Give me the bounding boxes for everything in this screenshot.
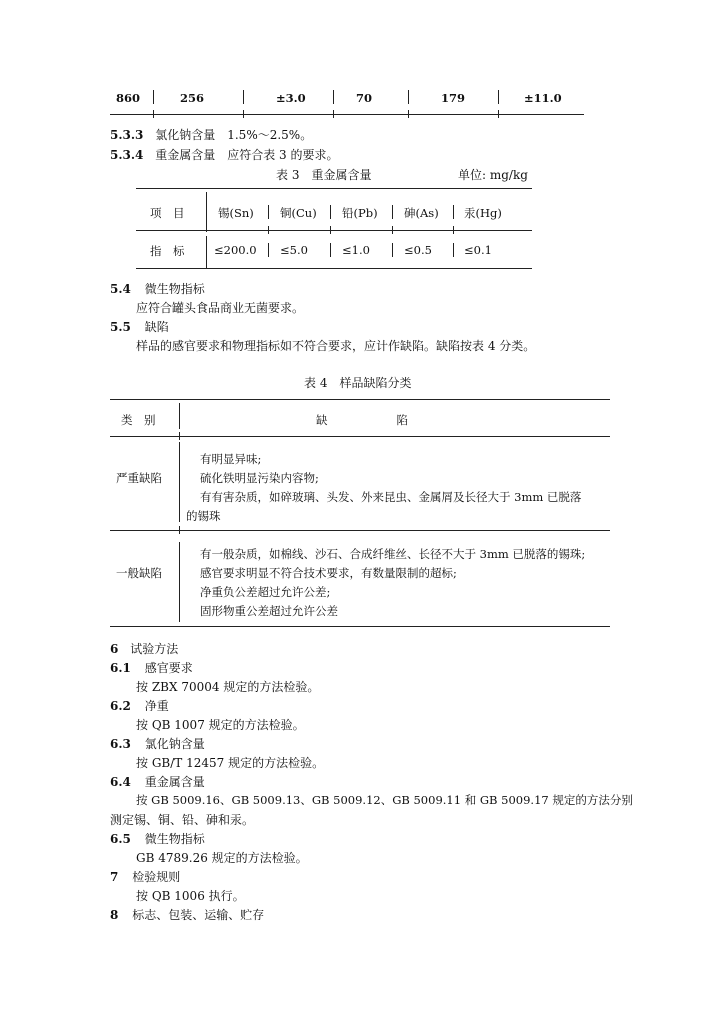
rule-tick xyxy=(179,432,180,440)
table-3-unit: 单位: mg/kg xyxy=(458,168,528,182)
clause-text: 重金属含量 应符合表 3 的要求。 xyxy=(155,148,339,162)
section-6-4-body-line-1: 按 GB 5009.16、GB 5009.13、GB 5009.12、GB 5009.11 和 GB 5009.17 规定的方法分别 xyxy=(136,793,633,807)
section-title: 净重 xyxy=(144,699,169,713)
general-defect-item: 有一般杂质，如棉线、沙石、合成纤维丝、长径不大于 3mm 已脱落的锡珠; xyxy=(200,547,586,561)
table-3-row-cell: ≤1.0 xyxy=(342,243,370,257)
table-3-col-divider xyxy=(330,205,331,219)
severe-defect-item: 硫化铁明显污染内容物; xyxy=(200,471,319,485)
table-4-header-rule xyxy=(110,436,610,437)
table-3-header-cell: 汞(Hg) xyxy=(464,206,502,220)
table-3-col-divider xyxy=(453,243,454,257)
clause-number: 5.3.3 xyxy=(110,128,144,142)
general-defect-item: 固形物重公差超过允许公差 xyxy=(200,604,338,618)
rule-tick xyxy=(153,110,154,118)
section-number: 6.2 xyxy=(110,699,131,713)
table-3-header-cell: 项 目 xyxy=(150,206,185,220)
section-8-heading xyxy=(110,906,264,923)
section-6-4-heading xyxy=(110,773,205,790)
table-4-col1-header: 类 别 xyxy=(121,413,156,427)
section-title: 检验规则 xyxy=(132,870,181,884)
section-6-2-body: 按 QB 1007 规定的方法检验。 xyxy=(136,718,305,732)
table-4-caption: 表 4 样品缺陷分类 xyxy=(304,376,412,390)
table-3-row-cell: ≤0.1 xyxy=(464,243,492,257)
table-3-header-cell: 铅(Pb) xyxy=(342,206,378,220)
section-number: 5.4 xyxy=(110,282,131,296)
top-cell-2: 256 xyxy=(180,91,205,105)
top-col-divider xyxy=(333,90,334,104)
section-title: 标志、包装、运输、贮存 xyxy=(132,908,265,922)
table-3-caption: 表 3 重金属含量 xyxy=(276,168,372,182)
severe-defect-item: 有有害杂质，如碎玻璃、头发、外来昆虫、金属屑及长径大于 3mm 已脱落 xyxy=(200,490,582,504)
table-3-header-cell: 铜(Cu) xyxy=(280,206,317,220)
section-title: 缺陷 xyxy=(144,320,169,334)
section-6-1-body: 按 ZBX 70004 规定的方法检验。 xyxy=(136,680,320,694)
table-3-row-cell: ≤0.5 xyxy=(404,243,432,257)
section-title: 氯化钠含量 xyxy=(144,737,205,751)
table-3-top-rule xyxy=(136,188,532,189)
table-3-bottom-rule xyxy=(136,268,532,269)
rule-tick xyxy=(333,110,334,118)
clause-5-3-3 xyxy=(110,126,312,143)
section-5-5-body: 样品的感官要求和物理指标如不符合要求，应计作缺陷。缺陷按表 4 分类。 xyxy=(136,339,536,353)
rule-tick xyxy=(453,226,454,234)
section-title: 微生物指标 xyxy=(144,832,205,846)
clause-5-3-4 xyxy=(110,146,339,163)
top-cell-6: ±11.0 xyxy=(524,91,562,105)
section-6-heading xyxy=(110,640,178,657)
section-7-heading xyxy=(110,868,180,885)
table-3-col-divider xyxy=(268,243,269,257)
top-col-divider xyxy=(153,90,154,104)
general-defect-item: 净重负公差超过允许公差; xyxy=(200,585,331,599)
table-3-col-divider xyxy=(330,243,331,257)
clause-number: 5.3.4 xyxy=(110,148,144,162)
section-5-4-body: 应符合罐头食品商业无菌要求。 xyxy=(136,301,305,315)
table-4-top-rule xyxy=(110,399,610,400)
table-3-mid-rule xyxy=(136,230,532,231)
section-title: 感官要求 xyxy=(144,661,193,675)
section-6-5-body: GB 4789.26 规定的方法检验。 xyxy=(136,851,308,865)
general-defect-label: 一般缺陷 xyxy=(116,566,162,580)
table-3-col-divider xyxy=(392,205,393,219)
table-3-col-divider xyxy=(392,243,393,257)
rule-tick xyxy=(498,110,499,118)
table-3-col-divider xyxy=(206,236,207,268)
section-number: 6.5 xyxy=(110,832,131,846)
section-6-2-heading xyxy=(110,697,169,714)
top-cell-5: 179 xyxy=(441,91,466,105)
section-number: 8 xyxy=(110,908,119,922)
section-title: 试验方法 xyxy=(130,642,179,656)
top-cell-1: 860 xyxy=(116,91,141,105)
top-cell-3: ±3.0 xyxy=(276,91,306,105)
rule-tick xyxy=(408,110,409,118)
section-number: 6.4 xyxy=(110,775,131,789)
table-3-row-cell: ≤5.0 xyxy=(280,243,308,257)
table-3-row-cell: 指 标 xyxy=(150,244,185,258)
section-number: 6.3 xyxy=(110,737,131,751)
section-6-3-heading xyxy=(110,735,205,752)
table-3-col-divider xyxy=(453,205,454,219)
section-title: 重金属含量 xyxy=(144,775,205,789)
rule-tick xyxy=(243,110,244,118)
section-number: 6.1 xyxy=(110,661,131,675)
clause-text: 氯化钠含量 1.5%～2.5%。 xyxy=(155,128,313,142)
section-6-5-heading xyxy=(110,830,205,847)
section-5-5-heading xyxy=(110,318,169,335)
table-4-col-divider xyxy=(179,403,180,429)
top-col-divider xyxy=(408,90,409,104)
section-number: 7 xyxy=(110,870,119,884)
rule-tick xyxy=(268,226,269,234)
section-6-1-heading xyxy=(110,659,193,676)
rule-tick xyxy=(392,226,393,234)
section-number: 5.5 xyxy=(110,320,131,334)
section-7-body: 按 QB 1006 执行。 xyxy=(136,889,245,903)
table-3-header-cell: 砷(As) xyxy=(404,206,439,220)
table-4-col-divider xyxy=(179,442,180,522)
table-4-bottom-rule xyxy=(110,626,610,627)
general-defect-item: 感官要求明显不符合技术要求，有数量限制的超标; xyxy=(200,566,457,580)
top-col-divider xyxy=(498,90,499,104)
section-5-4-heading xyxy=(110,280,205,297)
section-6-4-body-line-2: 测定锡、铜、铅、砷和汞。 xyxy=(110,813,255,827)
table-3-row-cell: ≤200.0 xyxy=(214,243,257,257)
rule-tick xyxy=(179,526,180,534)
rule-tick xyxy=(330,226,331,234)
table-4-col2-header: 缺 陷 xyxy=(316,413,408,427)
top-table-bottom-rule xyxy=(110,114,584,115)
top-col-divider xyxy=(243,90,244,104)
section-6-3-body: 按 GB/T 12457 规定的方法检验。 xyxy=(136,756,325,770)
severe-defect-item: 的锡珠 xyxy=(186,509,221,523)
severe-defect-label: 严重缺陷 xyxy=(116,471,162,485)
section-number: 6 xyxy=(110,642,119,656)
section-title: 微生物指标 xyxy=(144,282,205,296)
table-3-header-cell: 锡(Sn) xyxy=(218,206,254,220)
table-3-col-divider xyxy=(206,192,207,232)
table-3-col-divider xyxy=(268,205,269,219)
severe-defect-item: 有明显异味; xyxy=(200,452,262,466)
table-4-col-divider xyxy=(179,542,180,622)
top-cell-4: 70 xyxy=(356,91,373,105)
table-4-mid-rule xyxy=(110,530,610,531)
